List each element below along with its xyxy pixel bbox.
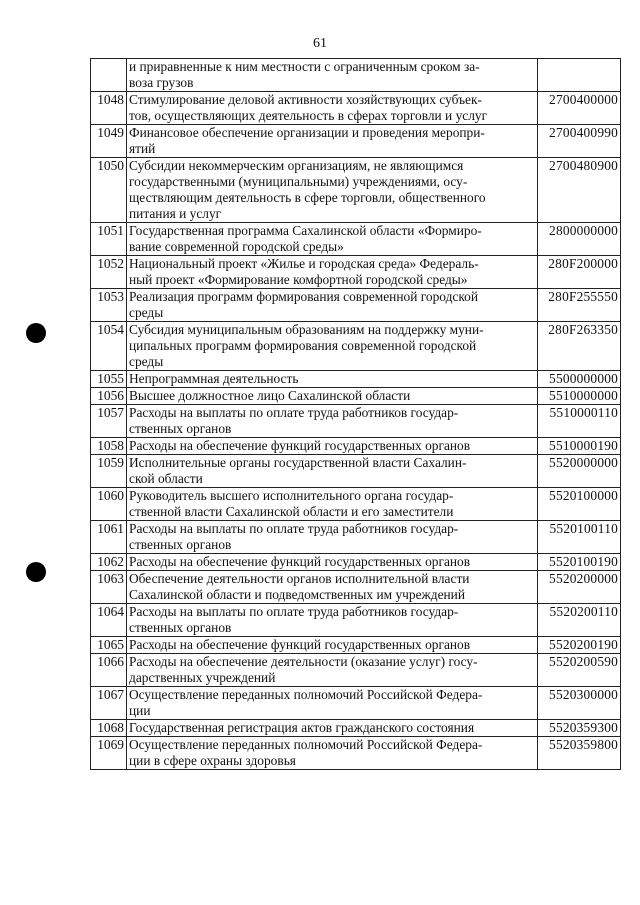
table-row — [91, 59, 621, 92]
row-code: 280F255550 — [538, 289, 621, 322]
table-row — [91, 158, 621, 223]
table-row — [91, 455, 621, 488]
row-code: 5520200110 — [538, 604, 621, 637]
row-code: 5520100000 — [538, 488, 621, 521]
row-name: Руководитель высшего исполнительного органа государ- ственной власти Сахалинской области и его заместители — [127, 488, 538, 521]
row-number — [91, 59, 127, 92]
row-name: Расходы на обеспечение функций государственных органов — [127, 637, 538, 654]
row-number: 1057 — [91, 405, 127, 438]
row-number: 1063 — [91, 571, 127, 604]
row-number: 1059 — [91, 455, 127, 488]
row-name: Расходы на обеспечение деятельности (оказание услуг) госу- дарственных учреждений — [127, 654, 538, 687]
table-row — [91, 125, 621, 158]
row-name: Расходы на обеспечение функций государственных органов — [127, 438, 538, 455]
row-number: 1065 — [91, 637, 127, 654]
row-name: Стимулирование деловой активности хозяйствующих субъек- тов, осуществляющих деятельность в сферах торговли и услуг — [127, 92, 538, 125]
row-name: Реализация программ формирования современной городской среды — [127, 289, 538, 322]
table-row — [91, 223, 621, 256]
table-row — [91, 554, 621, 571]
table-row — [91, 256, 621, 289]
row-code: 5510000110 — [538, 405, 621, 438]
table-row — [91, 488, 621, 521]
row-name: Расходы на выплаты по оплате труда работников государ- ственных органов — [127, 604, 538, 637]
page-number: 61 — [313, 36, 327, 51]
row-name: и приравненные к ним местности с ограниченным сроком за- воза грузов — [127, 59, 538, 92]
row-number: 1060 — [91, 488, 127, 521]
row-name: Расходы на выплаты по оплате труда работников государ- ственных органов — [127, 405, 538, 438]
row-code: 2700400990 — [538, 125, 621, 158]
row-number: 1055 — [91, 371, 127, 388]
row-code: 2700400000 — [538, 92, 621, 125]
table-row — [91, 438, 621, 455]
table-row — [91, 637, 621, 654]
row-name: Расходы на выплаты по оплате труда работников государ- ственных органов — [127, 521, 538, 554]
table-row — [91, 604, 621, 637]
row-number: 1053 — [91, 289, 127, 322]
row-code: 5520200000 — [538, 571, 621, 604]
row-number: 1067 — [91, 687, 127, 720]
row-number: 1050 — [91, 158, 127, 223]
row-code: 5520000000 — [538, 455, 621, 488]
row-code: 5520200590 — [538, 654, 621, 687]
table-row — [91, 571, 621, 604]
table-row — [91, 405, 621, 438]
row-name: Высшее должностное лицо Сахалинской области — [127, 388, 538, 405]
row-code: 5520200190 — [538, 637, 621, 654]
row-name: Национальный проект «Жилье и городская среда» Федераль- ный проект «Формирование комфортной городской среды» — [127, 256, 538, 289]
budget-codes-table — [90, 58, 621, 770]
row-number: 1056 — [91, 388, 127, 405]
row-number: 1068 — [91, 720, 127, 737]
row-number: 1061 — [91, 521, 127, 554]
row-name: Финансовое обеспечение организации и проведения меропри- ятий — [127, 125, 538, 158]
row-number: 1066 — [91, 654, 127, 687]
table-row — [91, 720, 621, 737]
table-row — [91, 654, 621, 687]
row-code: 2800000000 — [538, 223, 621, 256]
row-code: 5520300000 — [538, 687, 621, 720]
row-number: 1054 — [91, 322, 127, 371]
table-row — [91, 687, 621, 720]
row-code: 5520359300 — [538, 720, 621, 737]
row-name: Осуществление переданных полномочий Российской Федера- ции — [127, 687, 538, 720]
row-name: Расходы на обеспечение функций государственных органов — [127, 554, 538, 571]
row-number: 1051 — [91, 223, 127, 256]
row-code: 5500000000 — [538, 371, 621, 388]
row-code: 5510000000 — [538, 388, 621, 405]
table-row — [91, 521, 621, 554]
row-name: Исполнительные органы государственной власти Сахалин- ской области — [127, 455, 538, 488]
row-number: 1052 — [91, 256, 127, 289]
row-code: 5520359800 — [538, 737, 621, 770]
table-row — [91, 388, 621, 405]
row-code: 5510000190 — [538, 438, 621, 455]
table-body — [91, 59, 621, 770]
row-code: 280F263350 — [538, 322, 621, 371]
row-code: 2700480900 — [538, 158, 621, 223]
row-number: 1048 — [91, 92, 127, 125]
row-name: Государственная программа Сахалинской области «Формиро- вание современной городской среды» — [127, 223, 538, 256]
table-row — [91, 371, 621, 388]
row-name: Непрограммная деятельность — [127, 371, 538, 388]
row-number: 1062 — [91, 554, 127, 571]
row-name: Субсидия муниципальным образованиям на поддержку муни- ципальных программ формирования современной городской среды — [127, 322, 538, 371]
row-number: 1069 — [91, 737, 127, 770]
row-number: 1064 — [91, 604, 127, 637]
row-name: Государственная регистрация актов гражданского состояния — [127, 720, 538, 737]
punch-hole — [26, 323, 46, 343]
row-name: Осуществление переданных полномочий Российской Федера- ции в сфере охраны здоровья — [127, 737, 538, 770]
punch-hole — [26, 562, 46, 582]
table-row — [91, 289, 621, 322]
row-code — [538, 59, 621, 92]
row-name: Субсидии некоммерческим организациям, не являющимся государственными (муниципальными) учреждениями, осу- ществляющим деятельность в сфере торговли, общественного питания и услуг — [127, 158, 538, 223]
row-name: Обеспечение деятельности органов исполнительной власти Сахалинской области и подведомственных им учреждений — [127, 571, 538, 604]
row-code: 5520100110 — [538, 521, 621, 554]
table-row — [91, 322, 621, 371]
table-row — [91, 737, 621, 770]
row-code: 5520100190 — [538, 554, 621, 571]
table-row — [91, 92, 621, 125]
row-number: 1058 — [91, 438, 127, 455]
row-code: 280F200000 — [538, 256, 621, 289]
row-number: 1049 — [91, 125, 127, 158]
